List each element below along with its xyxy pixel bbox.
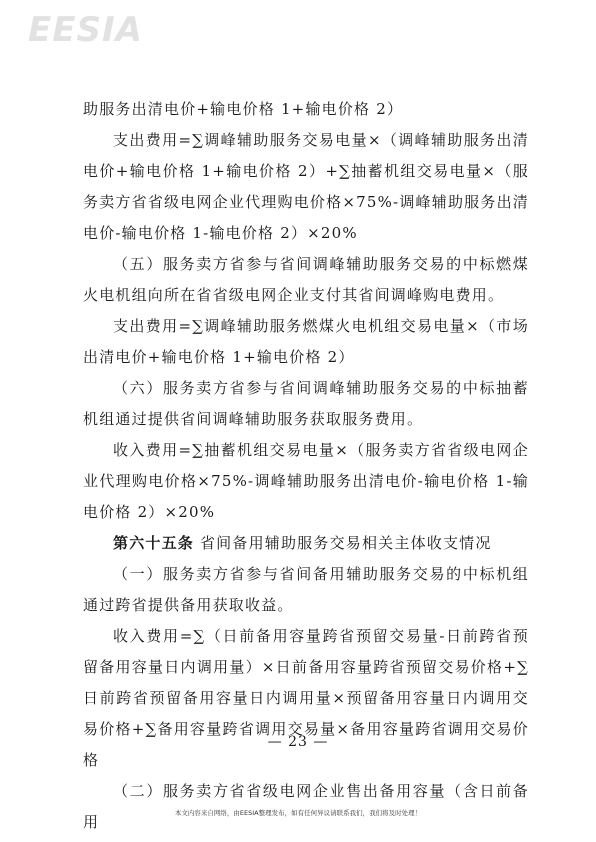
article-heading <box>83 528 529 559</box>
paragraph-expenditure-formula: 支出费用=∑调峰辅助服务交易电量×（调峰辅助服务出清电价+输电价格 1+输电价格 2）+∑抽蓄机组交易电量×（服务卖方省省级电网企业代理购电价格×75%-调峰辅助服务出清电价-输电价格 1-输电价格 2）×20% <box>83 131 529 242</box>
paragraph-item-6: （六）服务卖方省参与省间调峰辅助服务交易的中标抽蓄机组通过提供省间调峰辅助服务获取服务费用。 <box>83 379 529 428</box>
article-number: 第六十五条 <box>113 534 195 552</box>
paragraph-reserve-item-2: （二）服务卖方省省级电网企业售出备用容量（含日前备用 <box>83 782 529 831</box>
eesia-watermark-logo: EESIA <box>28 10 143 50</box>
footer-disclaimer: 本文内容来自网络，由EESIA整理发布，如有任何异议请联系我们，我们将及时处理！ <box>174 809 422 817</box>
document-body <box>83 94 529 838</box>
page-number: — 23 — <box>267 734 329 750</box>
paragraph-reserve-income-formula: 收入费用=∑（日前备用容量跨省预留交易量-日前跨省预留备用容量日内调用量）×日前备用容量跨省预留交易价格+∑日前跨省预留备用容量日内调用量×预留备用容量日内调用交易价格+∑备用容量跨省调用交易量×备用容量跨省调用交易价格 <box>83 627 529 769</box>
paragraph-income-formula-pumped: 收入费用=∑抽蓄机组交易电量×（服务卖方省省级电网企业代理购电价格×75%-调峰辅助服务出清电价-输电价格 1-输电价格 2）×20% <box>83 441 529 521</box>
paragraph-item-5: （五）服务卖方省参与省间调峰辅助服务交易的中标燃煤火电机组向所在省省级电网企业支付其省间调峰购电费用。 <box>83 255 529 304</box>
article-title: 省间备用辅助服务交易相关主体收支情况 <box>199 534 492 552</box>
paragraph-reserve-item-1: （一）服务卖方省参与省间备用辅助服务交易的中标机组通过跨省提供备用获取收益。 <box>83 565 529 614</box>
paragraph-continuation: 助服务出清电价+输电价格 1+输电价格 2） <box>83 100 404 118</box>
paragraph-expenditure-formula-coal: 支出费用=∑调峰辅助服务燃煤火电机组交易电量×（市场出清电价+输电价格 1+输电价格 2） <box>83 317 529 366</box>
